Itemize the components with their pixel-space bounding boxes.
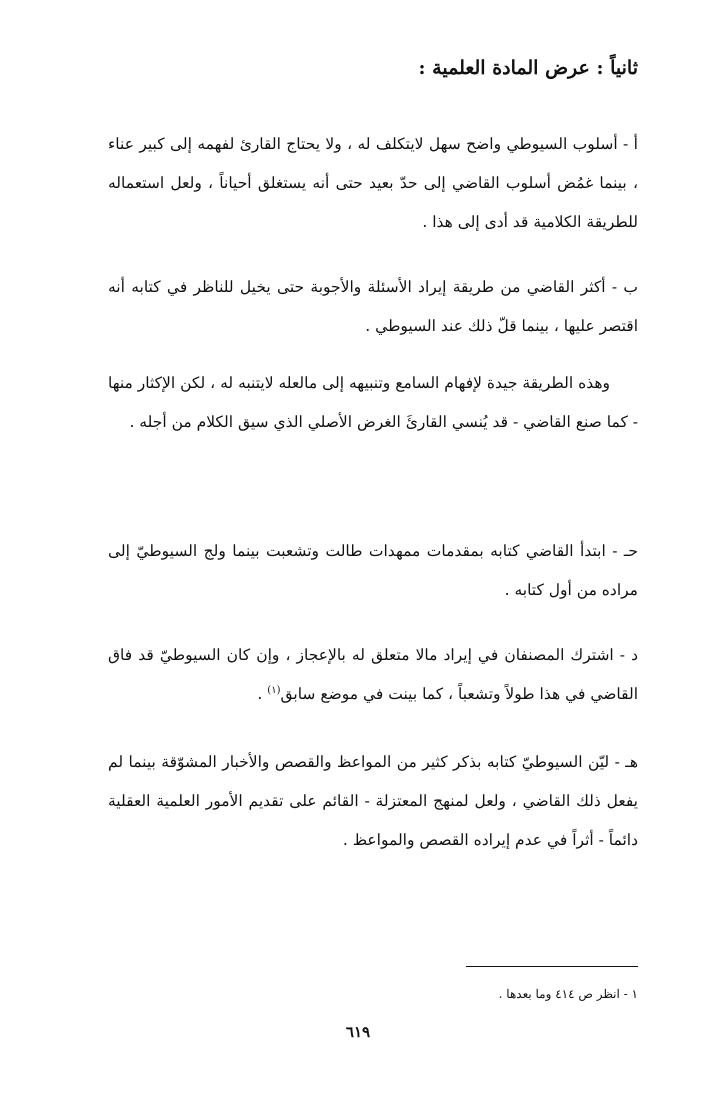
paragraph-d: حـ - ابتدأ القاضي كتابه بمقدمات ممهدات طالت وتشعبت بينما ولج السيوطيّ إلى مراده من أول كتابه .: [108, 542, 638, 599]
paragraph-a: أ - أسلوب السيوطي واضح سهل لايتكلف له ، ولا يحتاج القارئ لفهمه إلى كبير عناء ، بينما غمُض أسلوب القاضي إلى حدّ بعيد حتى أنه يستغلق أحياناً ، ولعل استعماله للطريقة الكلامية قد أدى إلى هذا .: [108, 135, 638, 231]
page-number: ٦١٩: [345, 1023, 371, 1041]
paragraph-e-text: د - اشترك المصنفان في إيراد مالا متعلق له بالإعجاز ، وإن كان السيوطيّ قد فاق القاضي في هذا طولاً وتشعباً ، كما بينت في موضع سابق: [108, 646, 638, 703]
footnote-divider: [466, 966, 638, 967]
paragraph-e: [108, 636, 638, 714]
footnote-reference[interactable]: (١): [267, 684, 281, 696]
paragraph-f: هـ - ليّن السيوطيّ كتابه بذكر كثير من المواعظ والقصص والأخبار المشوّقة بينما لم يفعل ذلك القاضي ، ولعل لمنهج المعتزلة - القائم على تقديم الأمور العلمية العقلية دائماً - أثراً في عدم إيراده القصص والمواعظ .: [108, 753, 638, 849]
paragraph-c: وهذه الطريقة جيدة لإفهام السامع وتنبيهه إلى مالعله لايتنبه له ، لكن الإكثار منها - كما صنع القاضي - قد يُنسي القارئَ الغرض الأصلي الذي سيق الكلام من أجله .: [108, 374, 638, 431]
section-heading: ثانياً : عرض المادة العلمية :: [418, 57, 638, 79]
paragraph-e-end: .: [257, 685, 268, 703]
paragraph-b: ب - أكثر القاضي من طريقة إيراد الأسئلة والأجوبة حتى يخيل للناظر في كتابه أنه اقتصر عليها ، بينما قلّ ذلك عند السيوطي .: [108, 278, 638, 335]
footnote: ١ - انظر ص ٤١٤ وما بعدها .: [498, 987, 638, 1001]
